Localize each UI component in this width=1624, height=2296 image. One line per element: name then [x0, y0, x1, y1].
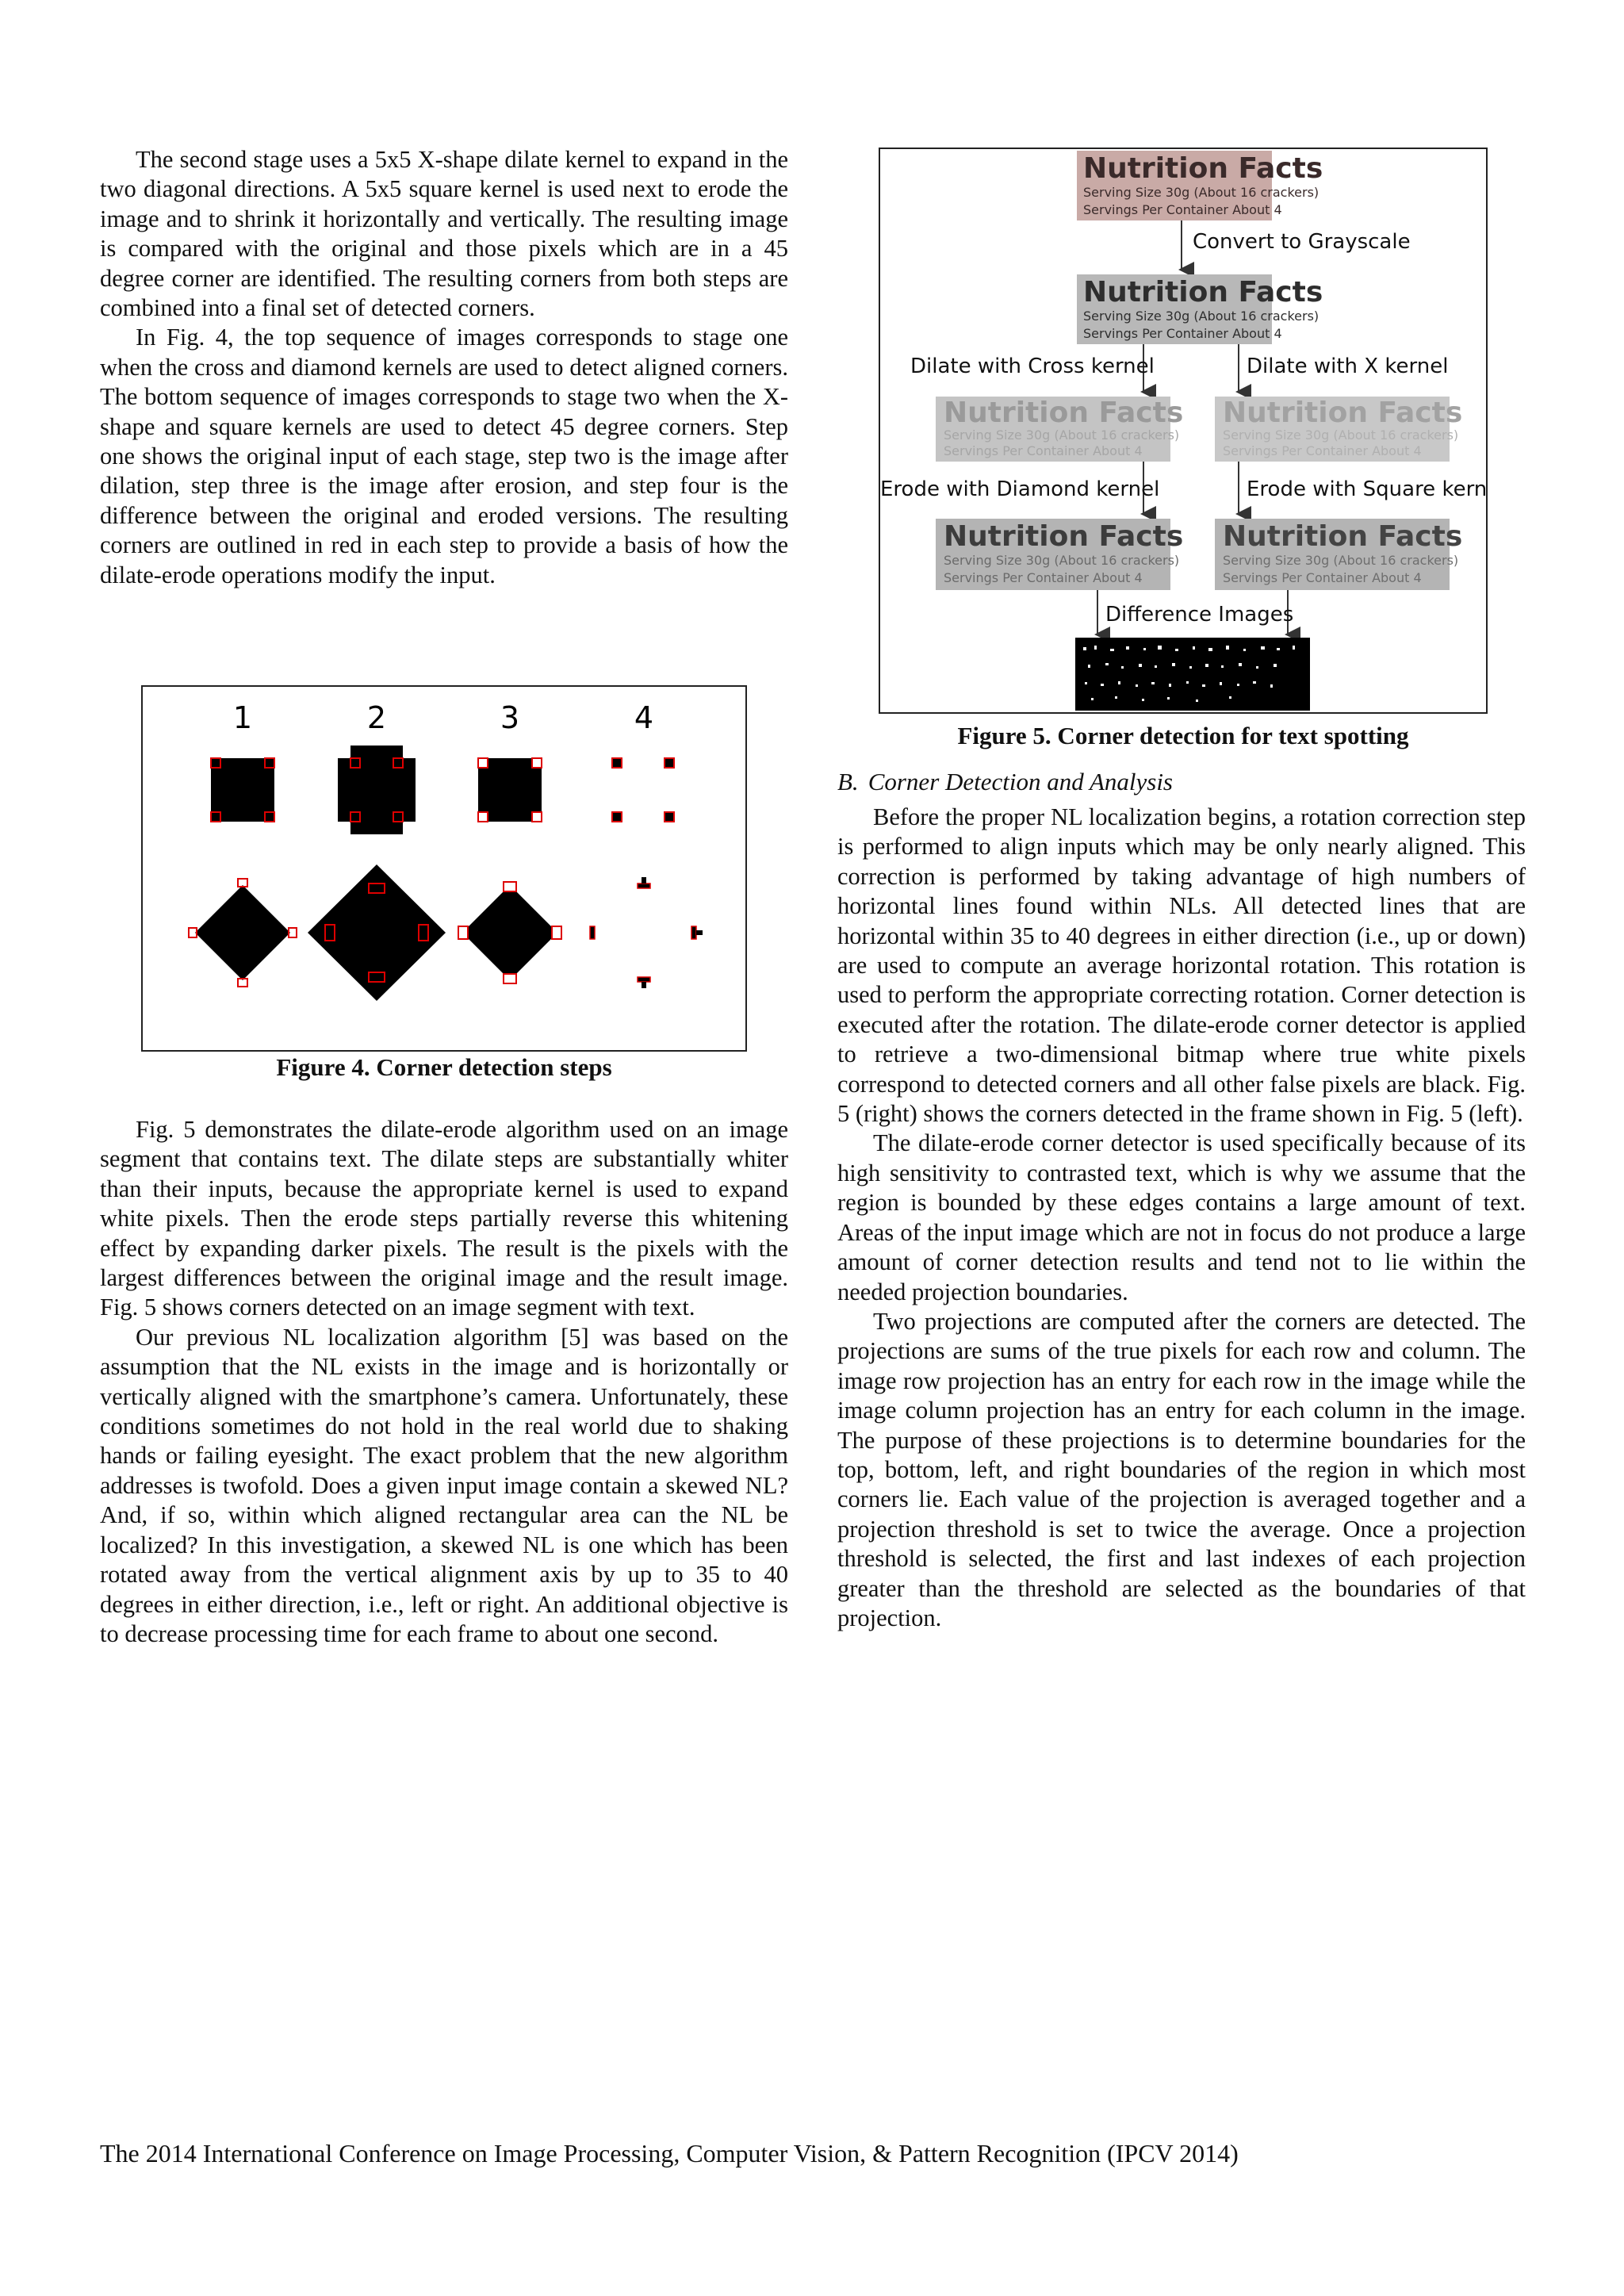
figure-4-caption: Figure 4. Corner detection steps [276, 1053, 612, 1081]
difference-image [1075, 638, 1310, 711]
original-label-image [1077, 151, 1323, 220]
erode-diamond-label: Erode with Diamond kernel [880, 477, 1160, 501]
stage-one-step-4 [612, 758, 674, 822]
dilate-cross-image [936, 397, 1183, 462]
paragraph: Our previous NL localization algorithm [5] was based on the assumption that the NL exists in the image and is horizontally or vertically aligned with the smartphone’s camera. Unfortunately, these conditions sometimes do not hold in the real world due to shaking hands or failing eyesight. The exact problem that the new algorithm addresses is twofold. Does a given input image contain a skewed NL? And, if so, within which aligned rectangular area can the NL be localized? In this investigation, a skewed NL is one which has been rotated away from the vertical alignment axis by up to 35 to 40 degrees in either direction, i.e., left or right. An additional objective is to decrease processing time for each frame to about one second. [100, 1323, 788, 1647]
step-label: 4 [634, 700, 654, 735]
stage-one-step-3 [478, 758, 542, 822]
paragraph: In Fig. 4, the top sequence of images corresponds to stage one when the cross and diamond kernels are used to detect aligned corners. The bottom sequence of images corresponds to stage two when the X-shape and square kernels are used to detect 45 degree corners. Step one shows the original input of each stage, step two is the image after dilation, step three is the image after erosion, and step four is the difference between the original and eroded versions. The resulting corners are outlined in red in each step to provide a basis of how the dilate-erode operations modify the input. [100, 324, 788, 588]
label-servings: Servings Per Container About 4 [944, 443, 1143, 458]
stage-two-step-1 [189, 879, 297, 987]
left-column [100, 145, 788, 590]
grayscale-label-image [1077, 274, 1323, 344]
figure-5 [879, 148, 1488, 714]
left-column-lower [100, 1115, 788, 1649]
difference-label: Difference Images [1105, 603, 1294, 627]
stage-two-step-4 [590, 877, 703, 988]
dilate-x-image [1215, 397, 1462, 462]
dilate-x-label: Dilate with X kernel [1247, 355, 1449, 378]
label-title: Nutrition Facts [1223, 520, 1463, 553]
figure-4 [141, 685, 747, 1052]
section-title: Corner Detection and Analysis [868, 768, 1173, 795]
step-label: 3 [500, 700, 520, 735]
paragraph: Two projections are computed after the corners are detected. The projections are sums of the true pixels for each row and column. The image row projection has an entry for each row in the image while the image column projection has an entry for each column in the image. The purpose of these projections is to determine boundaries for the top, bottom, left, and right boundaries of the region in which most corners lie. Each value of the projection is averaged together and a projection threshold is set to twice the average. Once a projection threshold is selected, the first and last indexes of each projection greater than the threshold are selected as the boundaries of that projection. [837, 1307, 1526, 1631]
label-servings: Servings Per Container About 4 [1223, 570, 1422, 585]
step-label: 1 [232, 700, 253, 735]
figure-5-caption: Figure 5. Corner detection for text spotting [957, 722, 1409, 749]
stage-one-step-2 [338, 746, 416, 834]
stage-two-step-3 [458, 882, 561, 983]
label-servings: Servings Per Container About 4 [944, 570, 1143, 585]
section-number: B. [837, 768, 859, 795]
footer: The 2014 International Conference on Image Processing, Computer Vision, & Pattern Recognition (IPCV 2014) [100, 2139, 1239, 2168]
dilate-cross-label: Dilate with Cross kernel [910, 355, 1155, 378]
label-title: Nutrition Facts [1083, 276, 1323, 309]
label-servings: Servings Per Container About 4 [1083, 326, 1282, 341]
paragraph: Before the proper NL localization begins, a rotation correction step is performed to align inputs which may be only nearly aligned. This correction is performed by taking advantage of high numbers of horizontal lines found within NLs. All detected lines that are horizontal within 35 to 40 degrees in either direction (i.e., up or down) are used to compute an average horizontal rotation. This rotation is used to perform the appropriate correcting rotation. Corner detection is executed after the rotation. The dilate-erode corner detector is applied to retrieve a two-dimensional bitmap where true white pixels correspond to detected corners and all other false pixels are black. Fig. 5 (right) shows the corners detected in the frame shown in Fig. 5 (left). [837, 803, 1526, 1128]
label-serving: Serving Size 30g (About 16 crackers) [944, 427, 1180, 443]
step-label: 2 [366, 700, 387, 735]
label-serving: Serving Size 30g (About 16 crackers) [944, 553, 1180, 568]
right-column [837, 803, 1526, 1633]
label-servings: Servings Per Container About 4 [1083, 202, 1282, 217]
stage-one-step-1 [211, 758, 274, 822]
erode-diamond-image [936, 519, 1183, 590]
label-title: Nutrition Facts [944, 397, 1184, 429]
erode-square-image [1215, 519, 1462, 590]
label-serving: Serving Size 30g (About 16 crackers) [1223, 427, 1459, 443]
subsection-heading [837, 768, 1173, 796]
label-title: Nutrition Facts [944, 520, 1184, 553]
label-title: Nutrition Facts [1083, 152, 1323, 185]
label-serving: Serving Size 30g (About 16 crackers) [1083, 309, 1320, 324]
paragraph: Fig. 5 demonstrates the dilate-erode algorithm used on an image segment that contains text. The dilate steps are substantially whiter than their inputs, because the appropriate kernel is used to expand white pixels. Then the erode steps partially reverse this whitening effect by expanding darker pixels. The result is the pixels with the largest differences between the original image and the result image. Fig. 5 shows corners detected on an image segment with text. [100, 1116, 788, 1321]
convert-label: Convert to Grayscale [1193, 230, 1411, 254]
paragraph: The dilate-erode corner detector is used specifically because of its high sensitivity to contrasted text, which is why we assume that the region is bounded by these edges contains a large amount of text. Areas of the input image which are not in focus do not produce a large amount of corner detection results and tend not to lie within the needed projection boundaries. [837, 1129, 1526, 1305]
stage-two-step-2 [308, 864, 446, 1001]
paragraph: The second stage uses a 5x5 X-shape dilate kernel to expand in the two diagonal directions. A 5x5 square kernel is used next to erode the image and to shrink it horizontally and vertically. The resulting image is compared with the original and those pixels which are in a 45 degree corner are identified. The resulting corners from both steps are combined into a final set of detected corners. [100, 146, 788, 322]
label-serving: Serving Size 30g (About 16 crackers) [1223, 553, 1459, 568]
label-serving: Serving Size 30g (About 16 crackers) [1083, 185, 1320, 200]
label-servings: Servings Per Container About 4 [1223, 443, 1422, 458]
erode-square-label: Erode with Square kernel [1247, 477, 1485, 501]
label-title: Nutrition Facts [1223, 397, 1463, 429]
